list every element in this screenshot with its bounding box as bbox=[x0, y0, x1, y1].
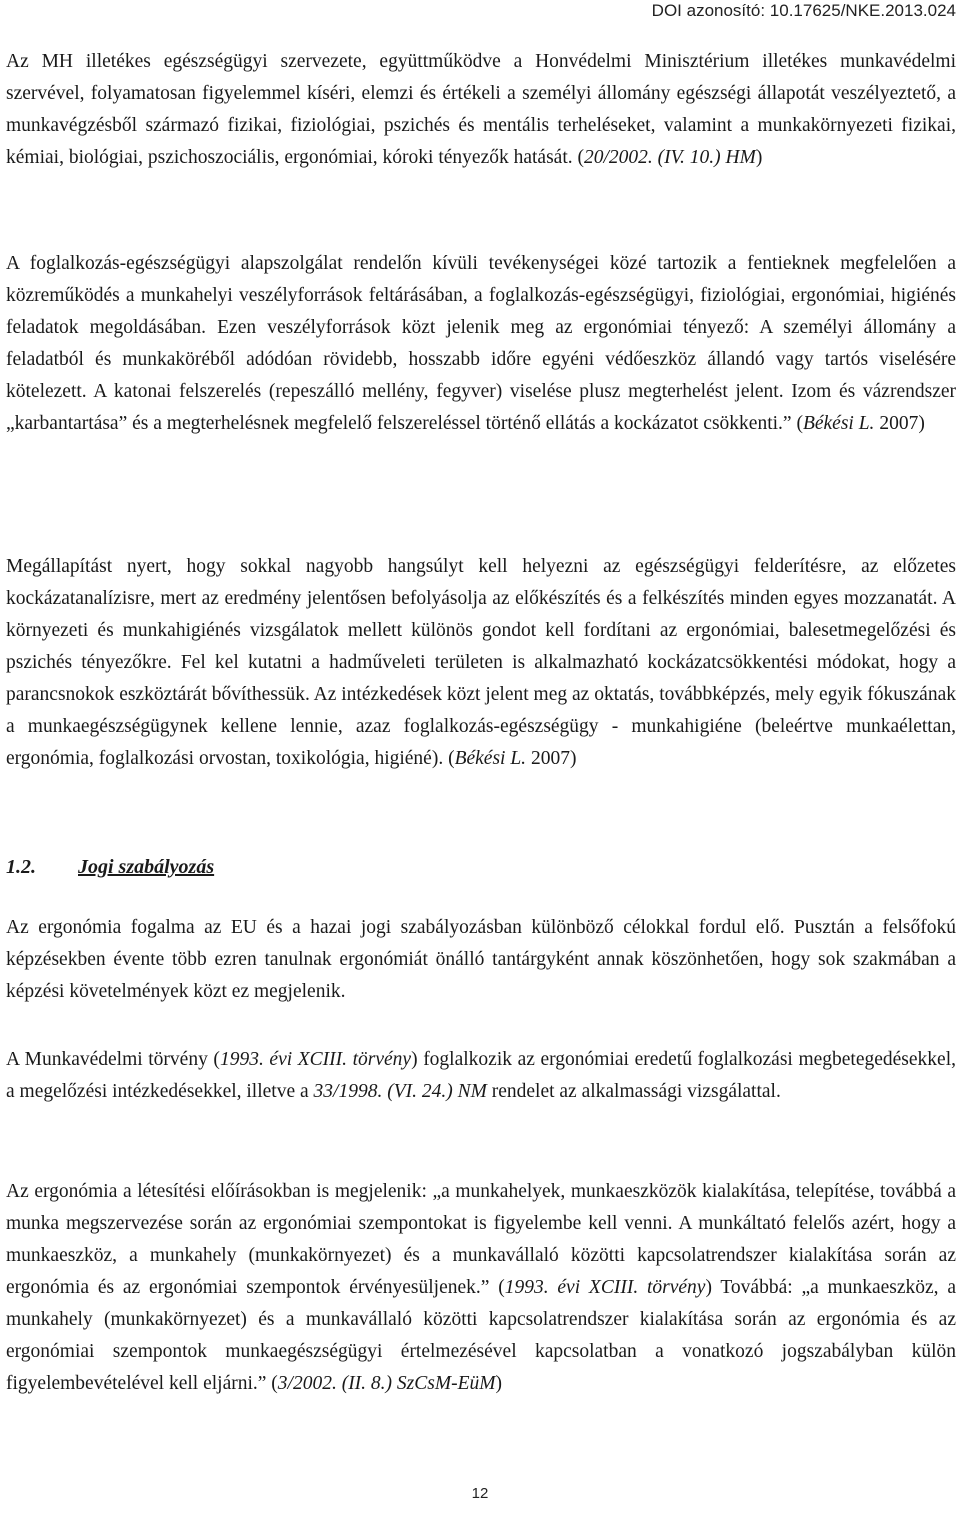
citation-text: 33/1998. (VI. 24.) NM bbox=[313, 1081, 487, 1102]
body-text: Az ergonómia fogalma az EU és a hazai jogi szabályozásban különböző célokkal fordul elő. Pusztán a felsőfokú képzésekben évente több ezren tanulnak ergonómiát önálló tantárgyként annak köszönhetően, hogy sok szakmában a képzési követelmények közt ez megjelenik. bbox=[6, 917, 956, 1002]
body-text: Megállapítást nyert, hogy sokkal nagyobb hangsúlyt kell helyezni az egészségügyi felderítésre, az előzetes kockázatanalízisre, mert az eredmény jelentősen befolyásolja az előkészítés és a felkészítés minden egyes mozzanatát. A környezeti és munkahigiénés vizsgálatok mellett különös gondot kell fordítani az ergonómiai, balesetmegelőzési és pszichés tényezőkre. Fel kel kutatni a hadműveleti területen is alkalmazható kockázatcsökkentési módokat, hogy a parancsnokok eszköztárát bővíthessük. Az intézkedések közt jelent meg az oktatás, továbbképzés, mely egyik fókuszának a munkaegészségügynek kellene lennie, azaz foglalkozás-egészségügy - munkahigiéne (beleértve munkaélettan, ergonómia, foglalkozási orvostan, toxikológia, higiéné). ( bbox=[6, 556, 956, 769]
body-text: A Munkavédelmi törvény ( bbox=[6, 1049, 220, 1070]
body-text: 2007) bbox=[874, 413, 925, 434]
body-text: A foglalkozás-egészségügyi alapszolgálat rendelőn kívüli tevékenységei közé tartozik a fentieknek megfelelően a közreműködés a munkahelyi veszélyforrások feltárásában, a foglalkozás-egészségügyi, fiziológiai, ergonómiai, higiénés feladatok megoldásában. Ezen veszélyforrások közt jelenik meg az ergonómiai tényező: A személyi állomány a feladatból és munkaköréből adódóan rövidebb, hosszabb időre egyéni védőeszköz állandó vagy tartós viselésére kötelezett. A katonai felszerelés (repeszálló mellény, fegyver) viselése plusz megterhelést jelent. Izom és vázrendszer „karbantartása” és a megterhelésnek megfelelő felszereléssel történő ellátás a kockázatot csökkenti.” ( bbox=[6, 253, 956, 434]
citation-text: 20/2002. (IV. 10.) HM bbox=[583, 147, 756, 168]
paragraph-occupational-health-service bbox=[6, 248, 956, 440]
section-heading bbox=[6, 851, 214, 883]
citation-text: Békési L. bbox=[454, 748, 527, 769]
body-text: rendelet az alkalmassági vizsgálattal. bbox=[486, 1081, 781, 1102]
paragraph-mh-health-monitoring bbox=[6, 46, 956, 174]
body-text: ) Továbbá: „a munkaeszköz, a munkahely (munkakörnyezet) és a munkavállaló közötti kapcsolatrendszer kialakítása során az ergonómia és az ergonómiai szempontok munkaegészségügyi értelmezésével kapcsolatban a vonatkozó jogszabályban külön figyelembevételével kell eljárni.” ( bbox=[6, 1277, 956, 1394]
page-number: 12 bbox=[471, 1485, 489, 1502]
paragraph-risk-analysis bbox=[6, 551, 956, 775]
citation-text: 3/2002. (II. 8.) SzCsM-EüM bbox=[277, 1373, 496, 1394]
body-text: 2007) bbox=[526, 748, 577, 769]
body-text: Az MH illetékes egészségügyi szervezete, együttműködve a Honvédelmi Minisztérium illetékes munkavédelmi szervével, folyamatosan figyelemmel kíséri, elemzi és értékeli a személyi állomány egészségi állapotát veszélyeztető, a munkavégzésből származó fizikai, fiziológiai, pszichés és mentális terheléseket, valamint a munkakörnyezeti fizikai, kémiai, biológiai, pszichoszociális, ergonómiai, kóroki tényezők hatását. ( bbox=[6, 51, 956, 168]
body-text: ) foglalkozik az ergonómiai eredetű foglalkozási megbetegedésekkel, a megelőzési intézkedésekkel, illetve a bbox=[6, 1049, 956, 1102]
body-text: ) bbox=[755, 147, 763, 168]
paragraph-ergonomics-concept bbox=[6, 912, 956, 1008]
paragraph-establishment-rules bbox=[6, 1176, 956, 1400]
body-text: Az ergonómia a létesítési előírásokban is megjelenik: „a munkahelyek, munkaeszközök kialakítása, telepítése, továbbá a munka megszervezése során az ergonómiai szempontokat is figyelembe kell venni. A munkáltató felelős azért, hogy a munkaeszköz, a munkahely (munkakörnyezet) és a munkavállaló közötti kapcsolatrendszer kialakítása során az ergonómia és az ergonómiai szempontok érvényesüljenek.” ( bbox=[6, 1181, 956, 1298]
citation-text: Békési L. bbox=[802, 413, 875, 434]
paragraph-labour-safety-act bbox=[6, 1044, 956, 1108]
section-number: 1.2. bbox=[6, 856, 36, 878]
body-text: ) bbox=[495, 1373, 502, 1394]
citation-text: 1993. évi XCIII. törvény bbox=[504, 1277, 706, 1298]
citation-text: 1993. évi XCIII. törvény bbox=[219, 1049, 412, 1070]
section-title: Jogi szabályozás bbox=[78, 856, 215, 878]
doi-identifier: DOI azonosító: 10.17625/NKE.2013.024 bbox=[646, 0, 960, 22]
